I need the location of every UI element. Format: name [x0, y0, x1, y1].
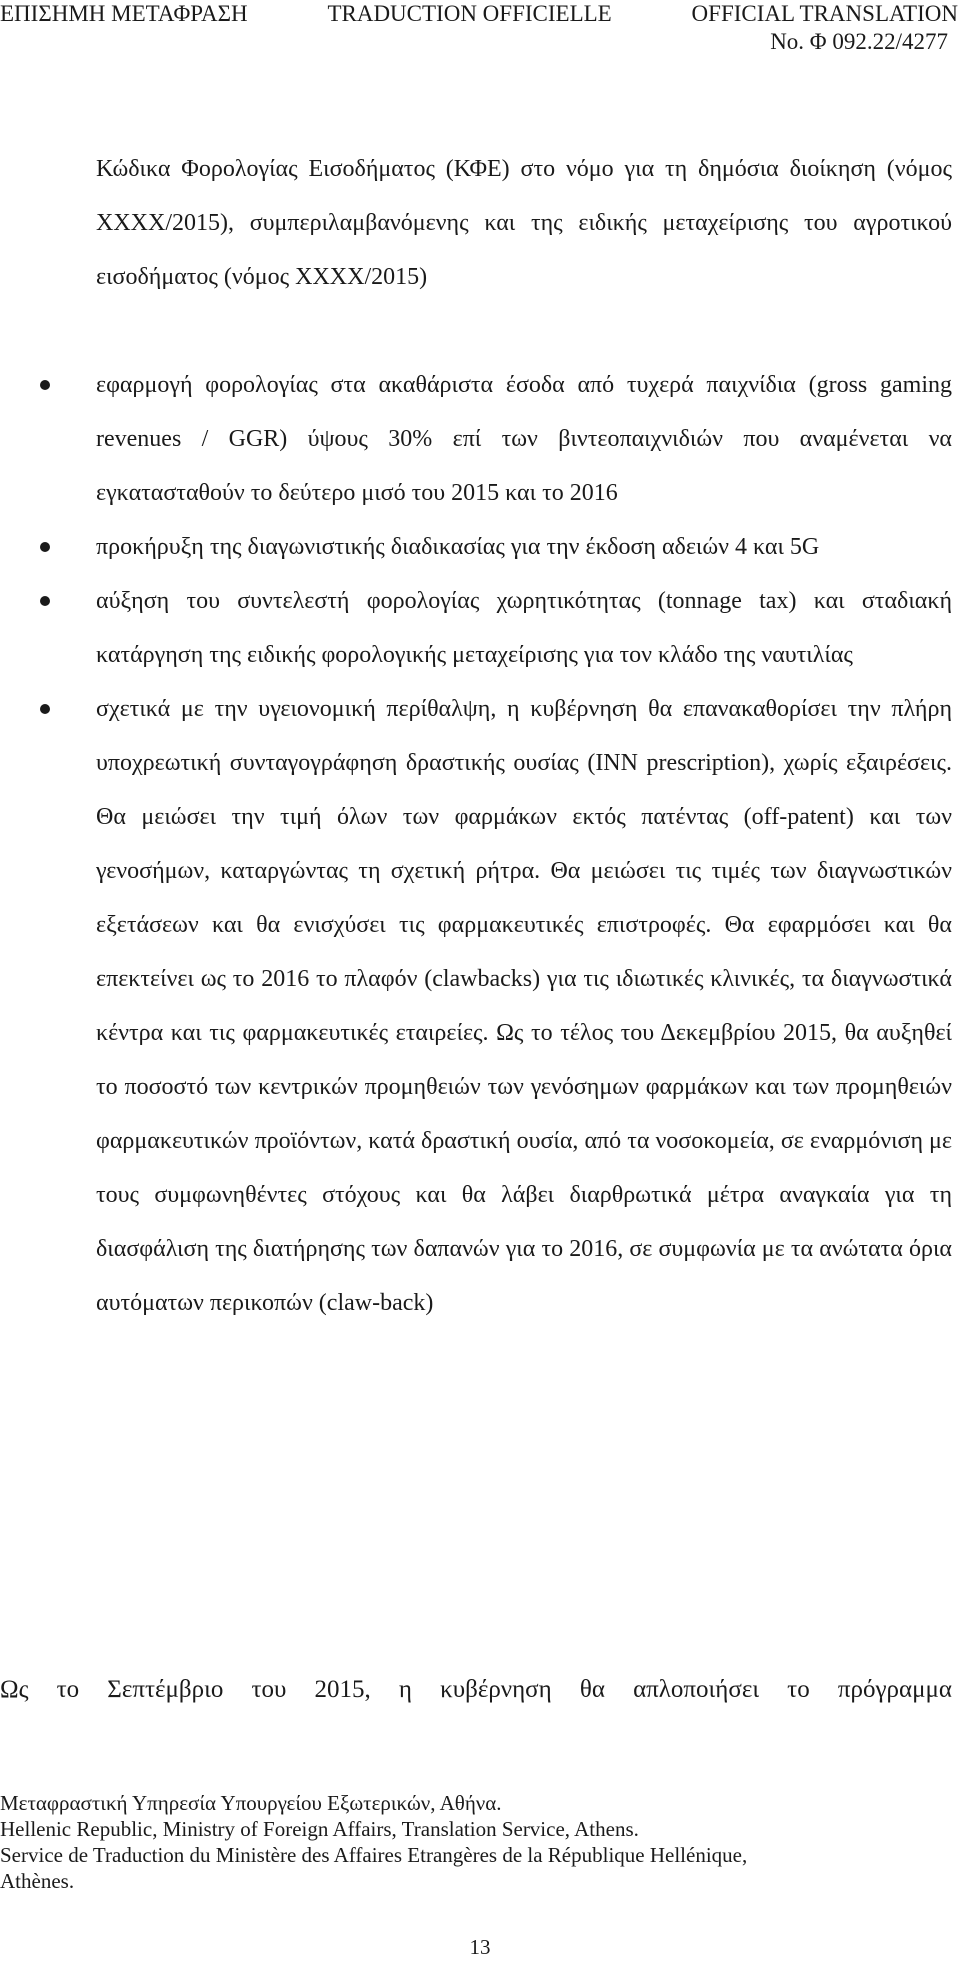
page-number: 13 [469, 1935, 491, 1959]
footer-line-english: Hellenic Republic, Ministry of Foreign Affairs, Translation Service, Athens. [0, 1817, 639, 1841]
header-title-english: OFFICIAL TRANSLATION [691, 1, 958, 26]
list-item-text: προκήρυξη της διαγωνιστικής διαδικασίας για την έκδοση αδειών 4 και 5G [96, 534, 820, 560]
continued-paragraph: Κώδικα Φορολογίας Εισοδήματος (ΚΦΕ) στο νόμο για τη δημόσια διοίκηση (νόμος ΧΧΧΧ/2015), συμπεριλαμβανόμενης και της ειδικής μεταχείρισης του αγροτικού εισοδήματος (νόμος ΧΧΧΧ/2015) [96, 156, 952, 290]
bullet-icon [40, 380, 50, 390]
list-item [0, 682, 960, 1330]
header-title-line [0, 0, 958, 28]
list-item-text: εφαρμογή φορολογίας στα ακαθάριστα έσοδα από τυχερά παιχνίδια (gross gaming revenues / GGR) ύψους 30% επί των βιντεοπαιχνιδιών που αναμένεται να εγκατασταθούν το δεύτερο μισό του 2015 και το 2016 [96, 372, 952, 506]
footer-line-greek: Μεταφραστική Υπηρεσία Υπουργείου Εξωτερικών, Αθήνα. [0, 1791, 502, 1815]
bullet-icon [40, 596, 50, 606]
footer-line-french: Service de Traduction du Ministère des Affaires Etrangères de la République Hellénique, [0, 1843, 748, 1867]
list-item-text: σχετικά με την υγειονομική περίθαλψη, η κυβέρνηση θα επανακαθορίσει την πλήρη υποχρεωτική συνταγογράφηση δραστικής ουσίας (INN prescription), χωρίς εξαιρέσεις. Θα μειώσει την τιμή όλων των φαρμάκων εκτός πατέντας (off-patent) και των γενοσήμων, καταργώντας τη σχετική ρήτρα. Θα μειώσει τις τιμές των διαγνωστικών εξετάσεων και θα ενισχύσει τις φαρμακευτικές επιστροφές. Θα εφαρμόσει και θα επεκτείνει ως το 2016 το πλαφόν (clawbacks) για τις ιδιωτικές κλινικές, τα διαγνωστικά κέντρα και τις φαρμακευτικές εταιρείες. Ως το τέλος του Δεκεμβρίου 2015, θα αυξηθεί το ποσοστό των κεντρικών προμηθειών των γενόσημων φαρμάκων και των προμηθειών φαρμακευτικών προϊόντων, κατά δραστική ουσία, από τα νοσοκομεία, σε εναρμόνιση με τους συμφωνηθέντες στόχους και θα λάβει διαρθρωτικά μέτρα αναγκαία για τη διασφάλιση της διατήρησης των δαπανών για το 2016, σε συμφωνία με τα ανώτατα όρια αυτόματων περικοπών (claw-back) [96, 696, 952, 1316]
list-item-text: αύξηση του συντελεστή φορολογίας χωρητικότητας (tonnage tax) και σταδιακή κατάργηση της ειδικής φορολογικής μεταχείρισης για τον κλάδο της ναυτιλίας [96, 588, 952, 668]
bullet-icon [40, 704, 50, 714]
list-item [0, 574, 960, 682]
list-item [0, 358, 960, 520]
footer-line-french-city: Athènes. [0, 1869, 75, 1893]
page-footer [0, 1790, 960, 1894]
list-item [0, 520, 960, 574]
bullet-icon [40, 542, 50, 552]
header-title-french: TRADUCTION OFFICIELLE [327, 1, 612, 26]
closing-paragraph: Ως το Σεπτέμβριο του 2015, η κυβέρνηση θα απλοποιήσει το πρόγραμμα [0, 1676, 952, 1703]
bullet-list [0, 358, 960, 1330]
header-title-greek: ΕΠΙΣΗΜΗ ΜΕΤΑΦΡΑΣΗ [0, 1, 248, 26]
header-reference-number: No. Φ 092.22/4277 [770, 29, 948, 54]
